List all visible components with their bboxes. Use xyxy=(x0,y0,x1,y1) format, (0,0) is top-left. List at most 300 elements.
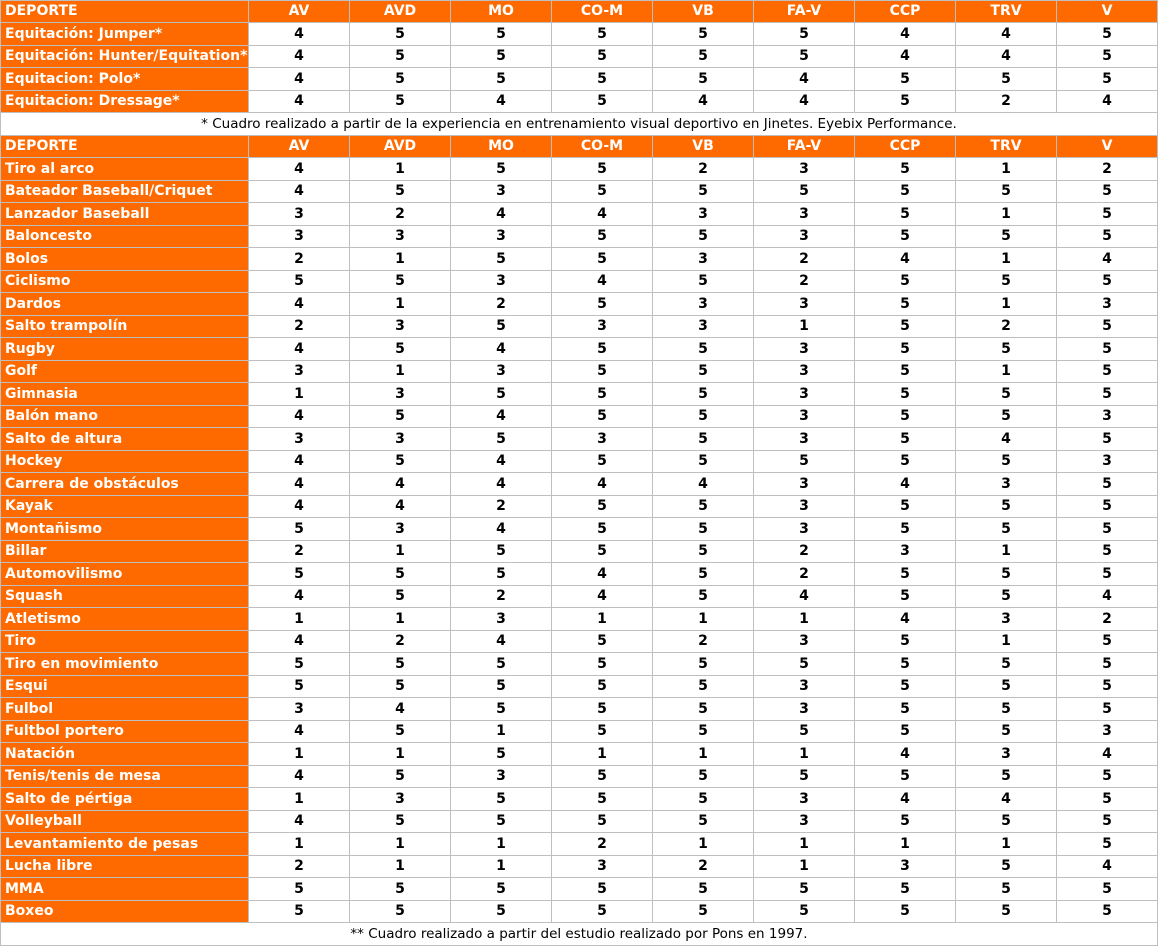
score-cell: 3 xyxy=(855,541,956,563)
metric-column-header: CO-M xyxy=(552,136,653,158)
score-cell: 5 xyxy=(552,811,653,833)
score-cell: 5 xyxy=(653,878,754,901)
score-cell: 5 xyxy=(653,901,754,923)
score-cell: 3 xyxy=(350,383,451,406)
score-cell: 4 xyxy=(1057,586,1158,608)
sport-name-cell: Tiro al arco xyxy=(1,158,249,181)
sport-name-cell: Equitacion: Polo* xyxy=(1,68,249,91)
score-cell: 5 xyxy=(1057,496,1158,518)
score-cell: 5 xyxy=(855,361,956,383)
table-row xyxy=(1,631,1158,653)
score-cell: 1 xyxy=(653,608,754,631)
score-cell: 3 xyxy=(653,293,754,316)
table-row xyxy=(1,158,1158,181)
score-cell: 1 xyxy=(552,608,653,631)
score-cell: 4 xyxy=(956,46,1057,68)
score-cell: 5 xyxy=(451,811,552,833)
score-cell: 1 xyxy=(350,361,451,383)
score-cell: 4 xyxy=(451,91,552,113)
table-row xyxy=(1,451,1158,473)
score-cell: 4 xyxy=(451,631,552,653)
table-row xyxy=(1,361,1158,383)
score-cell: 5 xyxy=(1057,473,1158,496)
sport-name-cell: Equitación: Hunter/Equitation* xyxy=(1,46,249,68)
score-cell: 5 xyxy=(956,338,1057,361)
score-cell: 5 xyxy=(956,766,1057,788)
score-cell: 4 xyxy=(451,203,552,226)
table-row xyxy=(1,586,1158,608)
score-cell: 4 xyxy=(956,788,1057,811)
score-cell: 5 xyxy=(653,811,754,833)
score-cell: 5 xyxy=(350,721,451,743)
score-cell: 5 xyxy=(956,901,1057,923)
score-cell: 4 xyxy=(653,91,754,113)
score-cell: 5 xyxy=(552,518,653,541)
metric-column-header: AVD xyxy=(350,1,451,23)
score-cell: 4 xyxy=(855,608,956,631)
score-cell: 5 xyxy=(1057,653,1158,676)
score-cell: 1 xyxy=(956,833,1057,856)
score-cell: 1 xyxy=(653,833,754,856)
score-cell: 5 xyxy=(350,338,451,361)
sport-name-cell: Tiro en movimiento xyxy=(1,653,249,676)
score-cell: 3 xyxy=(451,361,552,383)
score-cell: 5 xyxy=(249,653,350,676)
score-cell: 2 xyxy=(1057,608,1158,631)
score-cell: 3 xyxy=(754,676,855,698)
score-cell: 5 xyxy=(1057,361,1158,383)
table-row xyxy=(1,406,1158,428)
metric-column-header: CCP xyxy=(855,1,956,23)
score-cell: 4 xyxy=(249,46,350,68)
table-row xyxy=(1,541,1158,563)
metric-column-header: CCP xyxy=(855,136,956,158)
score-cell: 2 xyxy=(350,203,451,226)
score-cell: 5 xyxy=(1057,271,1158,293)
table-row xyxy=(1,833,1158,856)
metric-column-header: FA-V xyxy=(754,1,855,23)
sport-name-cell: Golf xyxy=(1,361,249,383)
score-cell: 4 xyxy=(855,788,956,811)
score-cell: 5 xyxy=(653,23,754,46)
score-cell: 4 xyxy=(754,68,855,91)
score-cell: 5 xyxy=(552,248,653,271)
score-cell: 1 xyxy=(855,833,956,856)
score-cell: 5 xyxy=(1057,226,1158,248)
score-cell: 3 xyxy=(451,226,552,248)
table-row xyxy=(1,248,1158,271)
score-cell: 4 xyxy=(249,158,350,181)
table-row xyxy=(1,743,1158,766)
score-cell: 3 xyxy=(1057,451,1158,473)
score-cell: 5 xyxy=(249,563,350,586)
score-cell: 3 xyxy=(552,856,653,878)
score-cell: 4 xyxy=(249,68,350,91)
score-cell: 4 xyxy=(956,428,1057,451)
score-cell: 5 xyxy=(350,563,451,586)
score-cell: 3 xyxy=(754,203,855,226)
sport-name-cell: Equitación: Jumper* xyxy=(1,23,249,46)
score-cell: 1 xyxy=(249,743,350,766)
table-row xyxy=(1,766,1158,788)
score-cell: 5 xyxy=(1057,203,1158,226)
score-cell: 5 xyxy=(653,766,754,788)
score-cell: 2 xyxy=(451,496,552,518)
score-cell: 1 xyxy=(451,856,552,878)
table-row xyxy=(1,293,1158,316)
score-cell: 3 xyxy=(754,698,855,721)
score-cell: 3 xyxy=(451,271,552,293)
score-cell: 5 xyxy=(1057,23,1158,46)
score-cell: 4 xyxy=(249,91,350,113)
score-cell: 5 xyxy=(653,46,754,68)
score-cell: 5 xyxy=(855,878,956,901)
score-cell: 5 xyxy=(451,743,552,766)
score-cell: 5 xyxy=(956,226,1057,248)
score-cell: 5 xyxy=(1057,788,1158,811)
score-cell: 1 xyxy=(956,541,1057,563)
score-cell: 5 xyxy=(350,811,451,833)
sport-name-cell: Volleyball xyxy=(1,811,249,833)
score-cell: 5 xyxy=(855,406,956,428)
score-cell: 5 xyxy=(451,878,552,901)
score-cell: 2 xyxy=(1057,158,1158,181)
score-cell: 1 xyxy=(754,316,855,338)
score-cell: 5 xyxy=(1057,563,1158,586)
score-cell: 4 xyxy=(249,496,350,518)
score-cell: 5 xyxy=(451,541,552,563)
score-cell: 5 xyxy=(956,878,1057,901)
score-cell: 3 xyxy=(754,293,855,316)
score-cell: 4 xyxy=(249,766,350,788)
score-cell: 3 xyxy=(754,338,855,361)
score-cell: 5 xyxy=(754,653,855,676)
sport-name-cell: Automovilismo xyxy=(1,563,249,586)
score-cell: 2 xyxy=(754,563,855,586)
table-row xyxy=(1,653,1158,676)
score-cell: 5 xyxy=(451,158,552,181)
score-cell: 2 xyxy=(653,631,754,653)
score-cell: 5 xyxy=(552,91,653,113)
score-cell: 5 xyxy=(956,451,1057,473)
score-cell: 5 xyxy=(653,698,754,721)
score-cell: 3 xyxy=(754,496,855,518)
score-cell: 5 xyxy=(855,293,956,316)
score-cell: 3 xyxy=(249,428,350,451)
score-cell: 3 xyxy=(451,608,552,631)
score-cell: 4 xyxy=(653,473,754,496)
metric-column-header: FA-V xyxy=(754,136,855,158)
score-cell: 2 xyxy=(653,856,754,878)
score-cell: 5 xyxy=(653,653,754,676)
score-cell: 5 xyxy=(653,271,754,293)
score-cell: 4 xyxy=(451,338,552,361)
score-cell: 3 xyxy=(754,811,855,833)
score-cell: 5 xyxy=(249,676,350,698)
score-cell: 5 xyxy=(956,721,1057,743)
score-cell: 5 xyxy=(653,383,754,406)
score-cell: 5 xyxy=(350,766,451,788)
table-row xyxy=(1,226,1158,248)
score-cell: 4 xyxy=(754,91,855,113)
score-cell: 3 xyxy=(754,361,855,383)
table-row xyxy=(1,788,1158,811)
score-cell: 5 xyxy=(350,46,451,68)
sport-name-cell: Billar xyxy=(1,541,249,563)
table-row xyxy=(1,676,1158,698)
score-cell: 5 xyxy=(552,676,653,698)
sport-name-cell: Baloncesto xyxy=(1,226,249,248)
table-row xyxy=(1,811,1158,833)
score-cell: 5 xyxy=(956,653,1057,676)
score-cell: 5 xyxy=(249,518,350,541)
table-row xyxy=(1,271,1158,293)
score-cell: 3 xyxy=(754,406,855,428)
score-cell: 1 xyxy=(350,608,451,631)
table-row xyxy=(1,473,1158,496)
score-cell: 4 xyxy=(451,473,552,496)
score-cell: 4 xyxy=(249,406,350,428)
score-cell: 3 xyxy=(451,766,552,788)
score-cell: 3 xyxy=(956,743,1057,766)
sport-name-cell: Bolos xyxy=(1,248,249,271)
sport-name-cell: Boxeo xyxy=(1,901,249,923)
sport-name-cell: Kayak xyxy=(1,496,249,518)
table-row xyxy=(1,878,1158,901)
score-cell: 3 xyxy=(1057,721,1158,743)
score-cell: 5 xyxy=(552,293,653,316)
score-cell: 4 xyxy=(249,181,350,203)
score-cell: 5 xyxy=(1057,811,1158,833)
score-cell: 5 xyxy=(653,451,754,473)
score-cell: 2 xyxy=(956,91,1057,113)
score-cell: 5 xyxy=(1057,766,1158,788)
score-cell: 1 xyxy=(350,743,451,766)
score-cell: 5 xyxy=(552,541,653,563)
score-cell: 1 xyxy=(350,856,451,878)
score-cell: 4 xyxy=(249,811,350,833)
score-cell: 1 xyxy=(956,293,1057,316)
sport-name-cell: Atletismo xyxy=(1,608,249,631)
sport-name-cell: Natación xyxy=(1,743,249,766)
score-cell: 5 xyxy=(855,271,956,293)
sport-name-cell: Ciclismo xyxy=(1,271,249,293)
score-cell: 5 xyxy=(552,406,653,428)
score-cell: 4 xyxy=(249,473,350,496)
score-cell: 2 xyxy=(249,248,350,271)
score-cell: 5 xyxy=(653,788,754,811)
score-cell: 5 xyxy=(956,676,1057,698)
score-cell: 5 xyxy=(956,68,1057,91)
score-cell: 5 xyxy=(653,586,754,608)
score-cell: 5 xyxy=(653,563,754,586)
score-cell: 3 xyxy=(754,788,855,811)
score-cell: 5 xyxy=(653,338,754,361)
score-cell: 5 xyxy=(855,338,956,361)
score-cell: 4 xyxy=(1057,91,1158,113)
score-cell: 5 xyxy=(855,631,956,653)
score-cell: 3 xyxy=(249,203,350,226)
score-cell: 3 xyxy=(653,248,754,271)
score-cell: 5 xyxy=(350,271,451,293)
score-cell: 5 xyxy=(855,676,956,698)
score-cell: 5 xyxy=(350,586,451,608)
score-cell: 5 xyxy=(653,361,754,383)
score-cell: 5 xyxy=(552,338,653,361)
score-cell: 3 xyxy=(855,856,956,878)
score-cell: 5 xyxy=(350,878,451,901)
score-cell: 4 xyxy=(249,451,350,473)
score-cell: 5 xyxy=(1057,46,1158,68)
score-cell: 3 xyxy=(653,316,754,338)
score-cell: 5 xyxy=(552,23,653,46)
score-cell: 4 xyxy=(552,563,653,586)
metric-column-header: AV xyxy=(249,136,350,158)
table-row xyxy=(1,23,1158,46)
score-cell: 1 xyxy=(754,608,855,631)
score-cell: 4 xyxy=(855,46,956,68)
score-cell: 5 xyxy=(1057,833,1158,856)
score-cell: 1 xyxy=(956,361,1057,383)
score-cell: 5 xyxy=(653,676,754,698)
score-cell: 1 xyxy=(350,293,451,316)
score-cell: 5 xyxy=(552,181,653,203)
score-cell: 5 xyxy=(552,653,653,676)
score-cell: 3 xyxy=(249,698,350,721)
score-cell: 3 xyxy=(754,226,855,248)
footnote-row xyxy=(1,923,1158,946)
score-cell: 5 xyxy=(552,46,653,68)
score-cell: 4 xyxy=(451,451,552,473)
score-cell: 3 xyxy=(350,316,451,338)
score-cell: 3 xyxy=(350,788,451,811)
table-row xyxy=(1,698,1158,721)
metric-column-header: AVD xyxy=(350,136,451,158)
sport-name-cell: Tiro xyxy=(1,631,249,653)
score-cell: 5 xyxy=(552,226,653,248)
score-cell: 1 xyxy=(350,248,451,271)
score-cell: 3 xyxy=(350,518,451,541)
metric-column-header: CO-M xyxy=(552,1,653,23)
score-cell: 4 xyxy=(1057,743,1158,766)
score-cell: 5 xyxy=(855,383,956,406)
score-cell: 5 xyxy=(350,68,451,91)
score-cell: 5 xyxy=(653,226,754,248)
score-cell: 3 xyxy=(754,428,855,451)
score-cell: 3 xyxy=(552,316,653,338)
score-cell: 3 xyxy=(754,383,855,406)
score-cell: 5 xyxy=(855,496,956,518)
score-cell: 5 xyxy=(451,316,552,338)
sport-name-cell: Lanzador Baseball xyxy=(1,203,249,226)
footnote: * Cuadro realizado a partir de la experiencia en entrenamiento visual deportivo en Jinetes. Eyebix Performance. xyxy=(1,113,1158,136)
score-cell: 5 xyxy=(350,23,451,46)
score-cell: 4 xyxy=(1057,856,1158,878)
score-cell: 2 xyxy=(451,586,552,608)
score-cell: 4 xyxy=(552,473,653,496)
metric-column-header: TRV xyxy=(956,1,1057,23)
score-cell: 4 xyxy=(1057,248,1158,271)
score-cell: 5 xyxy=(350,901,451,923)
score-cell: 5 xyxy=(1057,383,1158,406)
score-cell: 1 xyxy=(956,631,1057,653)
header-row xyxy=(1,136,1158,158)
score-cell: 3 xyxy=(754,158,855,181)
score-cell: 5 xyxy=(552,496,653,518)
score-cell: 4 xyxy=(855,248,956,271)
score-cell: 3 xyxy=(653,203,754,226)
score-cell: 5 xyxy=(956,406,1057,428)
score-cell: 5 xyxy=(1057,181,1158,203)
score-cell: 5 xyxy=(754,181,855,203)
score-cell: 5 xyxy=(653,181,754,203)
score-cell: 5 xyxy=(350,406,451,428)
sport-name-cell: Carrera de obstáculos xyxy=(1,473,249,496)
score-cell: 3 xyxy=(1057,293,1158,316)
table-row xyxy=(1,316,1158,338)
score-cell: 5 xyxy=(451,901,552,923)
score-cell: 3 xyxy=(754,631,855,653)
score-cell: 5 xyxy=(552,451,653,473)
sport-name-cell: Salto de pértiga xyxy=(1,788,249,811)
score-cell: 5 xyxy=(1057,631,1158,653)
score-cell: 5 xyxy=(855,451,956,473)
score-cell: 2 xyxy=(653,158,754,181)
score-cell: 4 xyxy=(249,293,350,316)
score-cell: 5 xyxy=(451,46,552,68)
score-cell: 5 xyxy=(855,91,956,113)
score-cell: 5 xyxy=(956,383,1057,406)
score-cell: 5 xyxy=(249,901,350,923)
table-row xyxy=(1,856,1158,878)
table-row xyxy=(1,383,1158,406)
score-cell: 4 xyxy=(249,721,350,743)
score-cell: 2 xyxy=(956,316,1057,338)
score-cell: 5 xyxy=(956,586,1057,608)
sport-name-cell: Bateador Baseball/Criquet xyxy=(1,181,249,203)
sport-column-header: DEPORTE xyxy=(1,1,249,23)
sport-name-cell: MMA xyxy=(1,878,249,901)
score-cell: 5 xyxy=(855,203,956,226)
score-cell: 5 xyxy=(1057,316,1158,338)
score-cell: 5 xyxy=(1057,878,1158,901)
score-cell: 5 xyxy=(855,518,956,541)
score-cell: 4 xyxy=(249,338,350,361)
score-cell: 3 xyxy=(754,518,855,541)
score-cell: 5 xyxy=(855,68,956,91)
sport-name-cell: Montañismo xyxy=(1,518,249,541)
score-cell: 4 xyxy=(552,586,653,608)
sport-name-cell: Salto de altura xyxy=(1,428,249,451)
table-row xyxy=(1,203,1158,226)
score-cell: 3 xyxy=(552,428,653,451)
score-cell: 5 xyxy=(956,496,1057,518)
score-cell: 1 xyxy=(451,833,552,856)
score-cell: 3 xyxy=(754,473,855,496)
score-cell: 1 xyxy=(249,608,350,631)
score-cell: 5 xyxy=(350,676,451,698)
score-cell: 3 xyxy=(451,181,552,203)
score-cell: 1 xyxy=(350,833,451,856)
score-cell: 1 xyxy=(350,541,451,563)
header-row xyxy=(1,1,1158,23)
score-cell: 5 xyxy=(1057,68,1158,91)
score-cell: 5 xyxy=(451,676,552,698)
score-cell: 5 xyxy=(956,181,1057,203)
score-cell: 5 xyxy=(754,721,855,743)
table-row xyxy=(1,428,1158,451)
score-cell: 2 xyxy=(451,293,552,316)
